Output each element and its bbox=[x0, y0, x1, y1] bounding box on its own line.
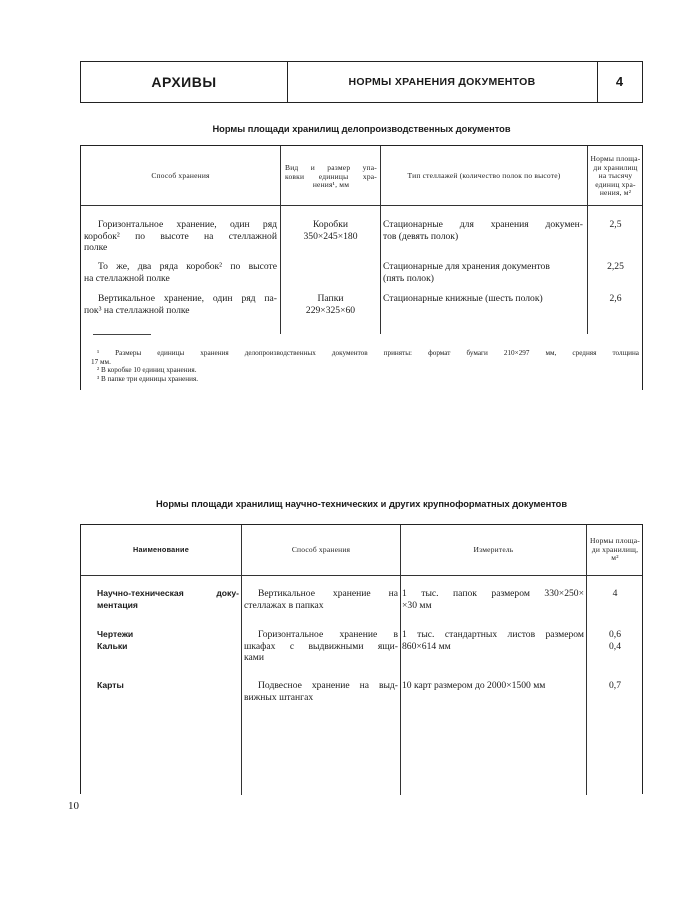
table1-title: Нормы площади хранилищ делопроизводственных документов bbox=[212, 124, 511, 134]
table2-row3-name: Карты bbox=[97, 680, 124, 690]
page-header bbox=[80, 61, 643, 103]
table2-row1-norm: 4 bbox=[612, 588, 618, 599]
table1-row3-norm: 2,6 bbox=[609, 293, 622, 304]
table2-row1-method: Вертикальное хранение на стеллажах в папках bbox=[244, 588, 398, 611]
table2-row2-measure: 1 тыс. стандартных листов размером 860×614 мм bbox=[402, 629, 584, 652]
header-page-number: 4 bbox=[615, 74, 624, 89]
table1-row1-shelving: Стационарные для хранения докумен- тов (девять полок) bbox=[383, 219, 583, 242]
table1-row3-method: Вертикальное хранение, один ряд па- пок³ на стеллажной полке bbox=[84, 293, 277, 316]
table1-header-shelving: Тип стеллажей (количество полок по высоте) bbox=[407, 171, 561, 180]
table2-row1-measure: 1 тыс. папок размером 330×250× ×30 мм bbox=[402, 588, 584, 611]
table2-col-divider bbox=[586, 525, 587, 795]
table2-col-divider bbox=[400, 525, 401, 795]
table2-row3-method: Подвесное хранение на выд- вижных штангах bbox=[244, 680, 398, 703]
table2-row2-name: Чертежи Кальки bbox=[97, 629, 134, 651]
table1-footnotes bbox=[91, 349, 639, 383]
footer-page-number: 10 bbox=[68, 800, 79, 812]
table1-row2-norm: 2,25 bbox=[607, 261, 624, 272]
table1-header-norm: Нормы площа- ди хранилищ на тысячу единиц хра- нения, м² bbox=[590, 154, 641, 197]
table2-header-method: Способ хранения bbox=[291, 545, 351, 554]
table2-row2-method: Горизонтальное хранение в шкафах с выдвижными ящи- ками bbox=[244, 629, 398, 663]
table1-row3-package: Папки 229×325×60 bbox=[305, 293, 356, 316]
footnote-3: ³ В папке три единицы хранения. bbox=[97, 374, 199, 383]
table2-row1-name: Научно-техническая доку- ментация bbox=[97, 588, 239, 610]
table2-row2-norm: 0,6 0,4 bbox=[609, 629, 621, 652]
header-section-title: АРХИВЫ bbox=[151, 74, 217, 90]
table1-header-method: Способ хранения bbox=[151, 171, 210, 180]
table2-header-rule bbox=[81, 575, 642, 576]
table1-row3-shelving: Стационарные книжные (шесть полок) bbox=[383, 293, 543, 304]
table2-title: Нормы площади хранилищ научно-технических и других крупноформатных документов bbox=[155, 499, 568, 509]
table2-row3-measure: 10 карт размером до 2000×1500 мм bbox=[402, 680, 546, 691]
table2-header-norm: Нормы площа- ди хранилищ, м² bbox=[590, 536, 640, 562]
table1-header-package: Вид и размер упа- ковки единицы хра- нения¹, мм bbox=[285, 163, 377, 189]
footnote-2: ² В коробке 10 единиц хранения. bbox=[97, 366, 197, 375]
table1-row1-method: Горизонтальное хранение, один ряд коробок² по высоте на стеллажной полке bbox=[84, 219, 277, 253]
footnote-separator bbox=[93, 334, 151, 335]
footnote-1-cont: 17 мм. bbox=[91, 357, 111, 366]
table2-row3-norm: 0,7 bbox=[609, 680, 621, 691]
table2 bbox=[80, 524, 643, 794]
table2-col-divider bbox=[241, 525, 242, 795]
table1-row1-package: Коробки 350×245×180 bbox=[303, 219, 358, 242]
table1-row2-shelving: Стационарные для хранения документов (пять полок) bbox=[383, 261, 550, 284]
table2-header-name: Наименование bbox=[133, 545, 189, 554]
table2-header-measure: Измеритель bbox=[473, 545, 514, 554]
header-chapter-title: НОРМЫ ХРАНЕНИЯ ДОКУМЕНТОВ bbox=[348, 76, 536, 88]
table1-header-rule bbox=[81, 205, 642, 206]
table1 bbox=[80, 145, 643, 390]
table1-row2-method: То же, два ряда коробок² по высоте на стеллажной полке bbox=[84, 261, 277, 284]
footnote-1: ¹ Размеры единицы хранения делопроизводственных документов приняты: формат бумаги 210×297 мм, средняя толщина bbox=[97, 349, 639, 357]
table1-row1-norm: 2,5 bbox=[609, 219, 622, 230]
